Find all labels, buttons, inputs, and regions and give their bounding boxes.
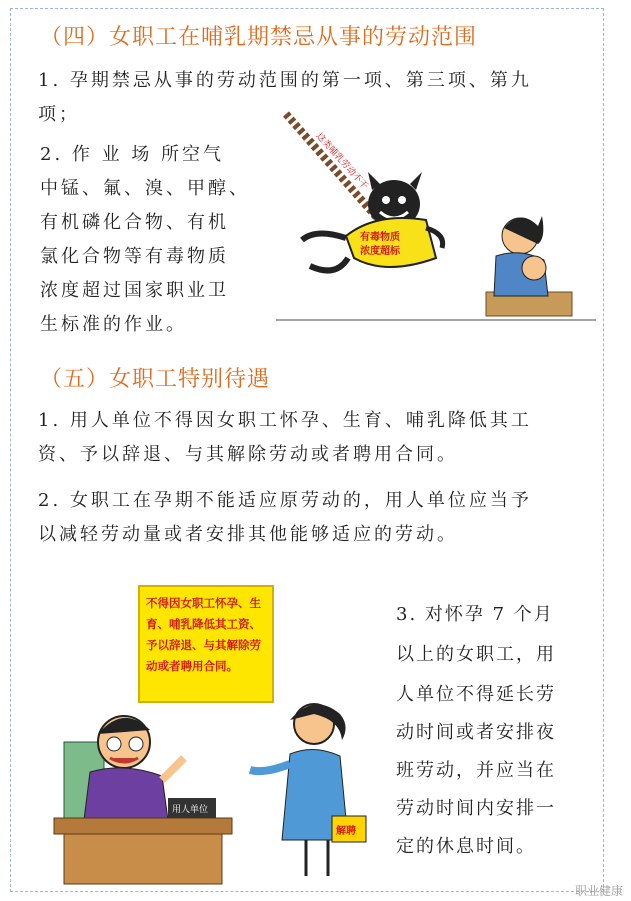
folder-text: 解聘	[336, 826, 356, 837]
section5-item1-line2: 资、予以辞退、与其解除劳动或者聘用合同。	[38, 444, 458, 465]
illustration-employer-and-pregnant-worker	[44, 700, 384, 890]
sign-line: 动或者聘用合同。	[146, 659, 238, 673]
section5-heading: （五）女职工特别待遇	[40, 367, 271, 392]
shirt-text-2: 浓度超标	[360, 246, 400, 257]
illustration-devil-and-mother	[276, 108, 596, 328]
section5-item3-line: 3. 对怀孕 7 个月	[396, 604, 554, 625]
desk-plate-text: 用人单位	[172, 805, 209, 815]
section5-item3-line: 班劳动，并应当在	[396, 760, 556, 781]
yellow-notice-sign	[138, 585, 274, 703]
section4-item2-line: 浓度超过国家职业卫	[40, 280, 229, 301]
section5-item2-line1: 2. 女职工在孕期不能适应原劳动的，用人单位应当予	[38, 490, 532, 511]
sign-line: 不得因女职工怀孕、生	[146, 596, 261, 610]
section5-item3-line: 定的休息时间。	[396, 836, 536, 857]
section4-item2-line: 氯化合物等有毒物质	[40, 246, 229, 267]
rope-text: 这类哺乳劳动不干	[313, 131, 370, 192]
sign-line: 予以辞退、与其解除劳	[146, 638, 261, 652]
section5-item1-line1: 1. 用人单位不得因女职工怀孕、生育、哺乳降低其工	[38, 410, 532, 431]
section5-item2-line2: 以减轻劳动量或者安排其他能够适应的劳动。	[38, 524, 458, 545]
watermark: 职业健康	[574, 884, 623, 898]
section4-heading: （四）女职工在哺乳期禁忌从事的劳动范围	[40, 25, 478, 50]
section4-item2-line: 中锰、氟、溴、甲醇、	[40, 178, 250, 199]
section4-item2-line: 2. 作 业 场 所空气	[40, 144, 225, 165]
section4-item1-line1: 1. 孕期禁忌从事的劳动范围的第一项、第三项、第九	[38, 70, 532, 91]
section4-item2-line: 生标准的作业。	[40, 314, 187, 335]
section5-item3-line: 以上的女职工，用	[396, 644, 556, 665]
section4-item1-line2: 项；	[38, 104, 80, 125]
sign-line: 育、哺乳降低其工资、	[146, 617, 261, 631]
section5-item3-line: 动时间或者安排夜	[396, 722, 556, 743]
section5-item3-line: 劳动时间内安排一	[396, 798, 556, 819]
section5-item3-line: 人单位不得延长劳	[396, 684, 556, 705]
shirt-text-1: 有毒物质	[360, 232, 400, 243]
section4-item2-line: 有机磷化合物、有机	[40, 212, 229, 233]
